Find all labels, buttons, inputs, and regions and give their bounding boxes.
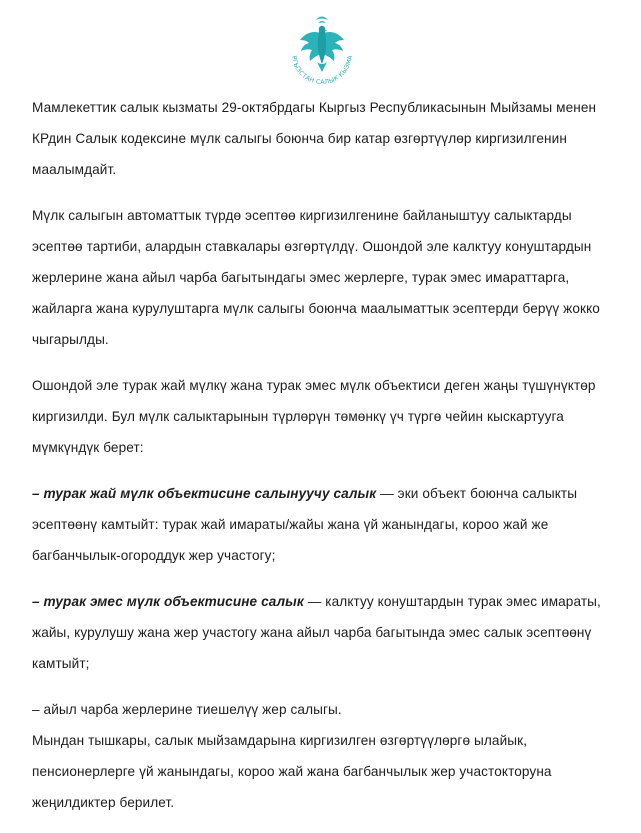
list-item-term: турак эмес мүлк объектисине салык bbox=[43, 594, 304, 609]
eagle-emblem-icon bbox=[282, 10, 362, 90]
list-item: – айыл чарба жерлерине тиешелүү жер салыгы. bbox=[32, 702, 342, 717]
paragraph-new-concepts: Ошондой эле турак жай мүлкү жана турак эмес мүлк объектиси деген жаңы түшүнүктөр киргизилди. Бул мүлк салыктарынын түрлөрүн төмөнкү үч түргө чейин кыскартууга мүмкүндүк берет: bbox=[32, 378, 596, 455]
paragraph-benefits: Мындан тышкары, салык мыйзамдарына киргизилген өзгөртүүлөргө ылайык, пенсионерлерге үй жанындагы, короо жай жана багбанчылык жер участокторуна жеңилдиктер берилет. bbox=[32, 733, 552, 810]
list-item-dash: – bbox=[32, 594, 44, 609]
paragraph-changes: Мүлк салыгын автоматтык түрдө эсептөө киргизилгенине байланыштуу салыктарды эсептөө тартиби, алардын ставкалары өзгөртүлдү. Ошондой эле калктуу конуштардын жерлерине жана айыл чарба багытындагы эмес жерлерге, турак эмес имараттарга, жайларга жана курулуштарга мүлк салыгы боюнча маалыматтык эсептерди берүү жокко чыгарылды. bbox=[32, 208, 600, 347]
emblem-arc-text: РГЫЗСТАН САЛЫК КЫЗМА bbox=[290, 54, 355, 87]
list-item-text: — калктуу конуштардын турак эмес имараты, жайы, курулушу жана жер участогу жана айыл чарба багытында эмес салык эсептөөнү камтыйт; bbox=[32, 594, 601, 671]
list-item-text: — эки объект боюнча салыкты эсептөөнү камтыйт: турак жай имараты/жайы жана үй жанындагы, короо жай же багбанчылык-огороддук жер участогу; bbox=[32, 486, 578, 563]
paragraph-intro: Мамлекеттик салык кызматы 29-октябрдагы Кыргыз Республикасынын Мыйзамы менен КРдин Салык кодексине мүлк салыгы боюнча бир катар өзгөртүүлөр киргизилгенин маалымдайт. bbox=[32, 100, 597, 177]
article-body bbox=[32, 92, 616, 833]
tax-service-emblem bbox=[282, 10, 362, 90]
list-item-dash: – bbox=[32, 486, 44, 501]
list-item bbox=[32, 478, 616, 571]
list-item bbox=[32, 586, 616, 679]
list-item-term: турак жай мүлк объектисине салынуучу салык bbox=[43, 486, 377, 501]
